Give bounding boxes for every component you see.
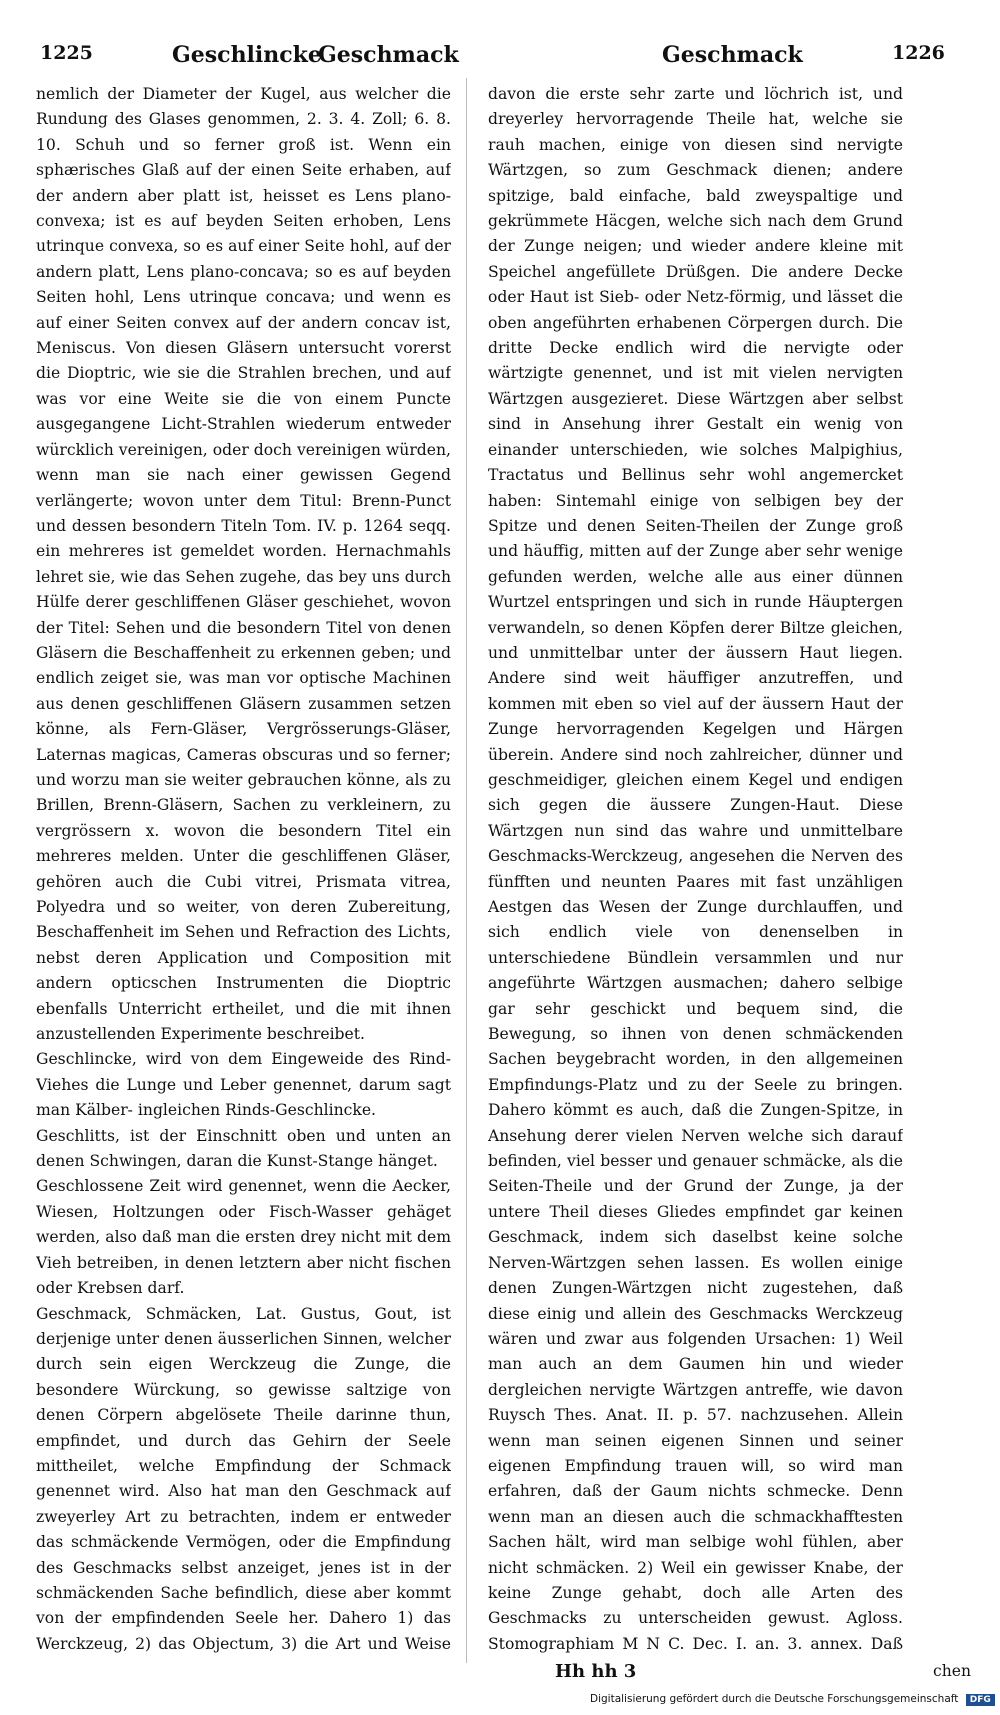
page-number-right: 1226 bbox=[892, 42, 945, 64]
signature-mark: Hh hh 3 bbox=[555, 1661, 637, 1682]
running-head-left-1: Geschlincke bbox=[172, 42, 322, 68]
catchword: chen bbox=[933, 1662, 972, 1680]
running-head-right: Geschmack bbox=[662, 42, 803, 68]
text-column-right bbox=[488, 82, 903, 1662]
running-head-left-2: Geschmack bbox=[318, 42, 459, 68]
text-column-left bbox=[36, 82, 451, 1662]
entry-geschlossene-zeit: Geschlossene Zeit wird genennet, wenn die Aecker, Wiesen, Holtzungen oder Fisch-Wasser gehäget werden, also daß man die ersten drey nicht mit dem Vieh betreiben, in denen letztern aber nicht fischen oder Krebsen darf. bbox=[36, 1177, 451, 1298]
paragraph-geschmack-continued: davon die erste sehr zarte und löchrich ist, und dreyerley hervorragende Theile hat, welche sie rauh machen, einige von diesen sind nervigte Wärtzgen, so zum Geschmack dienen; andere spitzige, bald einfache, bald zweyspaltige und gekrümmete Häcgen, welche sich nach dem Grund der Zunge neigen; und wieder andere kleine mit Speichel angefüllete Drüßgen. Die andere Decke oder Haut ist Sieb- oder Netz-förmig, und lässet die oben angeführten erhabenen Cörpergen durch. Die dritte Decke endlich wird die nervigte oder wärtzigte genennet, und ist mit vielen nervigten Wärtzgen ausgezieret. Diese Wärtzgen aber selbst sind in Ansehung ihrer Gestalt ein wenig von einander unterschieden, wie solches Malpighius, Tractatus und Bellinus sehr wohl angemercket haben: Sintemahl einige von selbigen bey der Spitze und denen Seiten-Theilen der Zunge groß und häuffig, mitten auf der Zunge aber sehr wenige gefunden werden, welche alle aus einer dünnen Wurtzel entspringen und sich in runde Häuptergen verwandeln, so denen Köpfen derer Biltze gleichen, und unmittelbar unter der äussern Haut liegen. Andere sind weit häuffiger anzutreffen, und kommen mit eben so viel auf der äussern Haut der Zunge hervorragenden Kegelgen und Härgen überein. Andere sind noch zahlreicher, dünner und geschmeidiger, gleichen einem Kegel und endigen sich gegen die äussere Zungen-Haut. Diese Wärtzgen nun sind das wahre und unmittelbare Geschmacks-Werckzeug, angesehen die Nerven des fünfften und neunten Paares mit fast unzähligen Aestgen das Wesen der Zunge durchlauffen, und sich endlich viele von denenselben in unterschiedene Bündlein versammlen und nur angeführte Wärtzgen ausmachen; dahero selbige gar sehr geschickt und bequem sind, die Bewegung, so ihnen von denen schmäckenden Sachen beygebracht worden, in den allgemeinen Empfindungs-Platz und zu der Seele zu bringen. Dahero kömmt es auch, daß die Zungen-Spitze, in Ansehung derer vielen Nerven welche sich darauf befinden, viel besser und genauer schmäcke, als die Seiten-Theile und der Grund der Zunge, ja der untere Theil dieses Gliedes empfindet gar keinen Geschmack, indem sich daselbst keine solche Nerven-Wärtzgen sehen lassen. Es wollen einige denen Zungen-Wärtzgen nicht zugestehen, daß diese einig und allein des Geschmacks Werckzeug wären und zwar aus folgenden Ursachen: 1) Weil man auch an dem Gaumen hin und wieder dergleichen nervigte Wärtzgen antreffe, wie davon Ruysch Thes. Anat. II. p. 57. nachzusehen. Allein wenn man seinen eigenen Sinnen und seiner eigenen Empfindung trauen will, so wird man erfahren, daß der Gaum nichts schmecke. Denn wenn man an diesen auch die schmackhafftesten Sachen hält, wird man selbige wohl fühlen, aber nicht schmäcken. 2) Weil ein gewisser Knabe, der keine Zunge gehabt, doch alle Arten des Geschmacks zu unterscheiden gewust. Agloss. Stomographiam M N C. Dec. I. an. 3. annex. Daß bbox=[488, 85, 903, 1653]
entry-geschlincke: Geschlincke, wird von dem Eingeweide des Rind-Viehes die Lunge und Leber genennet, darum sagt man Kälber- ingleichen Rinds-Geschlincke. bbox=[36, 1050, 451, 1120]
dfg-logo: DFG bbox=[966, 1694, 995, 1706]
page-number-left: 1225 bbox=[40, 42, 93, 64]
footer-text: Digitalisierung gefördert durch die Deutsche Forschungsgemeinschaft bbox=[590, 1693, 959, 1705]
column-divider bbox=[466, 78, 467, 1663]
entry-geschlitts: Geschlitts, ist der Einschnitt oben und unten an denen Schwingen, daran die Kunst-Stange hänget. bbox=[36, 1126, 451, 1171]
paragraph-dioptric: nemlich der Diameter der Kugel, aus welcher die Rundung des Glases genommen, 2. 3. 4. Zoll; 6. 8. 10. Schuh und so ferner groß ist. Wenn ein sphærisches Glaß auf der einen Seite erhaben, auf der andern aber platt ist, heisset es Lens plano-convexa; ist es auf beyden Seiten erhoben, Lens utrinque convexa, so es auf einer Seite hohl, auf der andern platt, Lens plano-concava; so es auf beyden Seiten hohl, Lens utrinque concava; und wenn es auf einer Seiten convex auf der andern concav ist, Meniscus. Von diesen Gläsern untersucht vorerst die Dioptric, wie sie die Strahlen brechen, und auf was vor eine Weite sie die von einem Puncte ausgegangene Licht-Strahlen wiederum entweder würcklich vereinigen, oder doch vereinigen würden, wenn man sie nach einer gewissen Gegend verlängerte; wovon unter dem Titul: Brenn-Punct und dessen besondern Titeln Tom. IV. p. 1264 seqq. ein mehreres ist gemeldet worden. Hernachmahls lehret sie, wie das Sehen zugehe, das bey uns durch Hülfe derer geschliffenen Gläser geschiehet, wovon der Titel: Sehen und die besondern Titel von denen Gläsern die Beschaffenheit zu erkennen geben; und endlich zeiget sie, was man vor optische Machinen aus denen geschliffenen Gläsern zusammen setzen könne, als Fern-Gläser, Vergrösserungs-Gläser, Laternas magicas, Cameras obscuras und so ferner; und worzu man sie weiter gebrauchen könne, als zu Brillen, Brenn-Gläsern, Sachen zu verkleinern, zu vergrössern x. wovon die besondern Titel ein mehreres melden. Unter die geschliffenen Gläser, gehören auch die Cubi vitrei, Prismata vitrea, Polyedra und so weiter, von deren Zubereitung, Beschaffenheit im Sehen und Refraction des Lichts, nebst deren Application und Composition mit andern opticschen Instrumenten die Dioptric ebenfalls Unterricht ertheilet, und die mit ihnen anzustellenden Experimente beschreibet. bbox=[36, 85, 451, 1044]
entry-geschmack: Geschmack, Schmäcken, Lat. Gustus, Gout, ist derjenige unter denen äusserlichen Sinnen, welcher durch sein eigen Werckzeug die Zunge, die besondere Würckung, so gewisse saltzige von denen Cörpern abgelösete Theile darinne thun, empfindet, und durch das Gehirn der Seele mittheilet, welche Empfindung der Schmack genennet wird. Also hat man den Geschmack auf zweyerley Art zu betrachten, indem er entweder das schmäckende Vermögen, oder die Empfindung des Geschmacks selbst anzeiget, jenes ist in der schmäckenden Sache befindlich, diese aber kommt von der empfindenden Seele her. Dahero 1) das Werckzeug, 2) das Objectum, 3) die Art und Weise bbox=[36, 1304, 451, 1653]
digitization-footer bbox=[590, 1693, 995, 1706]
